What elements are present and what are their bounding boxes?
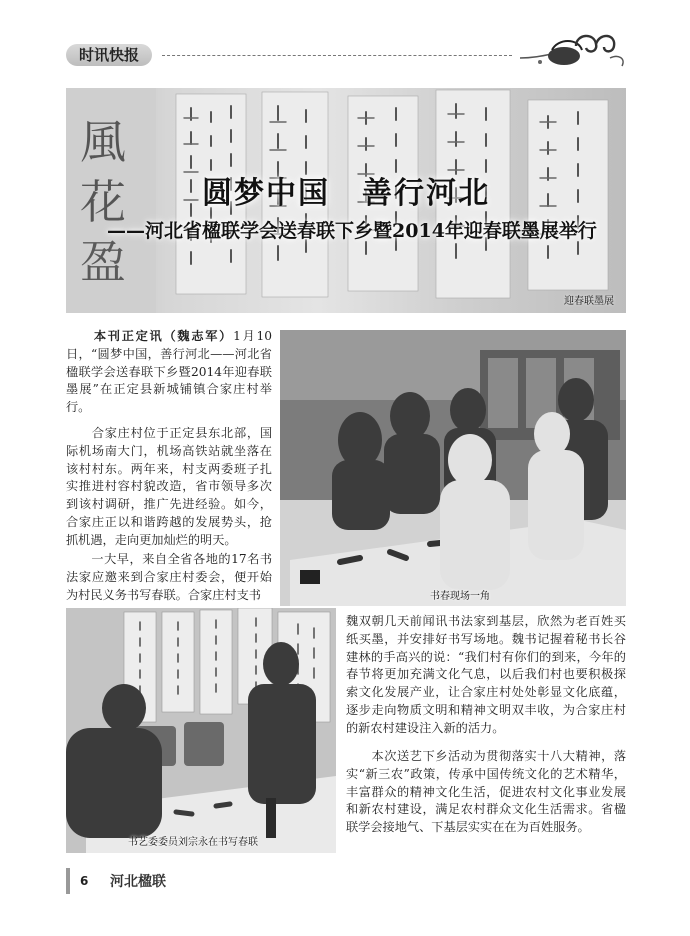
dateline: 本刊正定讯 xyxy=(93,329,164,343)
paragraph-morning xyxy=(66,551,272,604)
svg-text:花: 花 xyxy=(80,175,126,229)
paragraph-secretary-text: 魏双朝几天前闻讯书法家到基层，欣然为老百姓买纸买墨，并安排好书写场地。魏书记握着秘书长谷建林的手高兴的说：“我们村有你们的到来，今年的春节将更加充满文化气息，以后我们村也要积极探索文化发展产业，让合家庄村处处彰显文化底蕴，逐步走向物质文明和精神文明双丰收，为合家庄村的新农村建设注入新的活力。 xyxy=(346,614,626,735)
banner-caption: 迎春联墨展 xyxy=(564,296,614,307)
footer-accent-bar xyxy=(66,868,70,894)
photo-writing-scene xyxy=(280,330,626,606)
paragraph-intro xyxy=(66,328,272,417)
paragraph-intro-text: 1月10日，“圆梦中国，善行河北——河北省楹联学会送春联下乡暨2014年迎春联墨展”在正定县新城铺镇合家庄村举行。 xyxy=(66,329,273,415)
photo-writing-scene-image xyxy=(280,330,626,606)
svg-text:風: 風 xyxy=(80,115,126,169)
page-subtitle: ——河北省楹联学会送春联下乡暨2014年迎春联墨展举行 xyxy=(107,220,597,242)
publication-name: 河北楹联 xyxy=(110,874,166,890)
header-divider xyxy=(162,55,512,56)
author: （魏志军） xyxy=(163,329,234,343)
section-tag: 时讯快报 xyxy=(66,44,152,66)
paragraph-village xyxy=(66,425,272,550)
svg-text:盈: 盈 xyxy=(80,235,126,289)
cloud-ornament-icon xyxy=(512,28,632,78)
photo-calligrapher xyxy=(66,608,336,853)
paragraph-morning-text: 一大早，来自全省各地的17名书法家应邀来到合家庄村委会，便开始为村民义务书写春联。合家庄村支书 xyxy=(66,552,273,602)
paragraph-village-text: 合家庄村位于正定县东北部，国际机场南大门，机场高铁站就坐落在该村村东。两年来，村支两委班子扎实推进村容村貌改造，省市领导多次到该村调研，推广先进经验。如今，合家庄正以和谐跨越的发展势头，抢抓机遇，走向更加灿烂的明天。 xyxy=(66,426,273,547)
paragraph-summary xyxy=(346,748,626,837)
banner-photo xyxy=(66,88,626,313)
photo-calligrapher-image xyxy=(66,608,336,853)
photo-calligrapher-caption: 书艺委委员刘宗永在书写春联 xyxy=(128,837,258,848)
page-title: 圆梦中国 善行河北 xyxy=(202,176,490,211)
paragraph-secretary xyxy=(346,613,626,738)
page-number: 6 xyxy=(80,874,89,888)
photo-writing-scene-caption: 书春现场一角 xyxy=(430,591,490,602)
paragraph-summary-text: 本次送艺下乡活动为贯彻落实十八大精神，落实“新三农”政策，传承中国传统文化的艺术精华，丰富群众的精神文化生活，促进农村文化事业发展和新农村建设，满足农村群众文化生活需求。省楹联学会接地气、下基层实实在在为百姓服务。 xyxy=(346,749,627,835)
